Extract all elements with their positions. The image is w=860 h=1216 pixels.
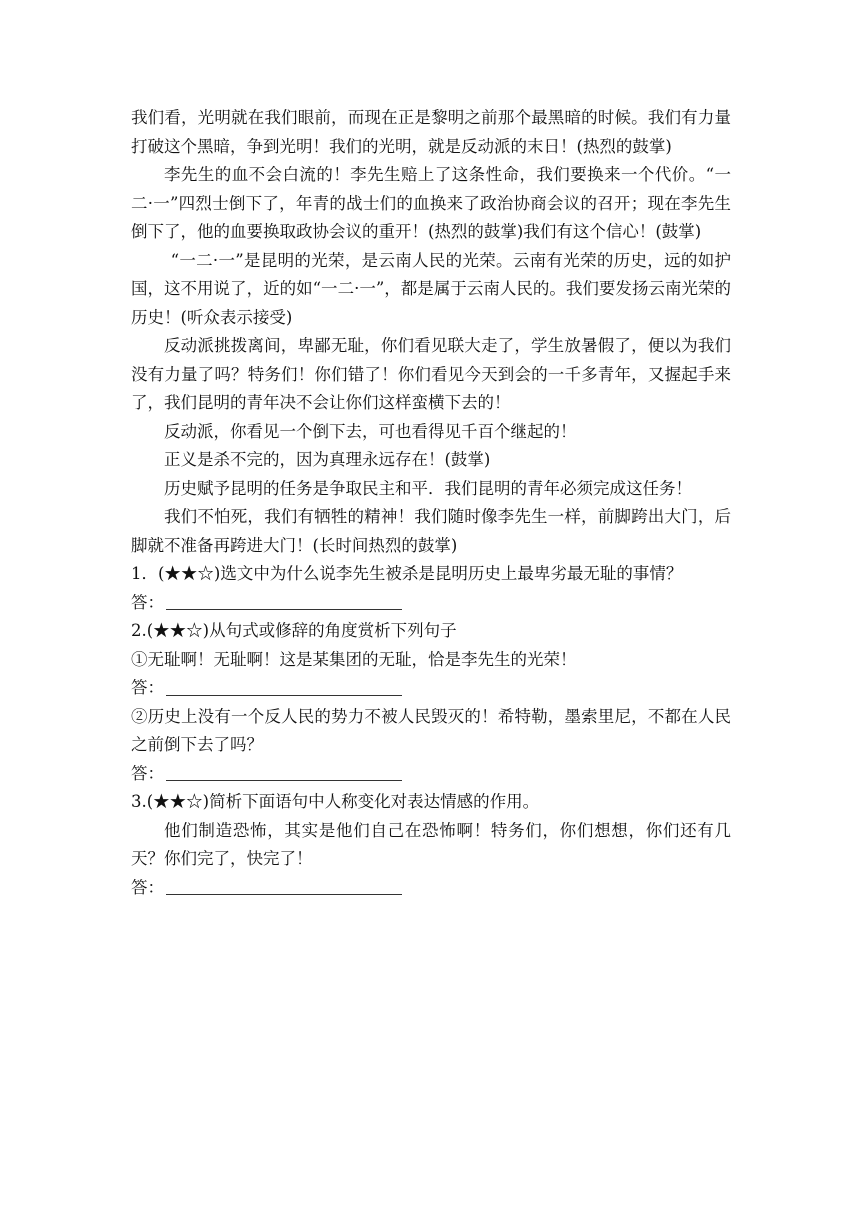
paragraph: “一二·一”是昆明的光荣，是云南人民的光荣。云南有光荣的历史，远的如护国，这不用说了，近的如“一二·一”，都是属于云南人民的。我们要发扬云南光荣的历史！(听众表示接受) xyxy=(131,250,731,327)
answer-line-2-2 xyxy=(131,760,731,789)
answer-label: 答： xyxy=(131,592,164,612)
question-3 xyxy=(131,788,731,902)
question-1 xyxy=(131,560,731,617)
question-3-prompt: 3.(★★☆)简析下面语句中人称变化对表达情感的作用。 xyxy=(131,792,540,811)
answer-blank-3[interactable] xyxy=(166,893,402,895)
question-2-prompt: 2.(★★☆)从句式或修辞的角度赏析下列句子 xyxy=(131,621,457,640)
question-3-quote: 他们制造恐怖，其实是他们自己在恐怖啊！特务们，你们想想，你们还有几天？你们完了，快完了！ xyxy=(131,820,731,868)
answer-label: 答： xyxy=(131,678,164,697)
speech-excerpt xyxy=(131,104,731,560)
question-1-prompt: 1．(★★☆)选文中为什么说李先生被杀是昆明历史上最卑劣最无耻的事情？ xyxy=(131,564,683,583)
paragraph: 我们不怕死，我们有牺牲的精神！我们随时像李先生一样，前脚跨出大门，后脚就不准备再跨进大门！(长时间热烈的鼓掌) xyxy=(131,507,731,555)
answer-label: 答： xyxy=(131,763,164,783)
question-2 xyxy=(131,617,731,788)
question-2-sentence-2: ②历史上没有一个反人民的势力不被人民毁灭的！希特勒，墨索里尼，不都在人民之前倒下去了吗？ xyxy=(131,706,731,754)
paragraph: 反动派挑拨离间，卑鄙无耻，你们看见联大走了，学生放暑假了，便以为我们没有力量了吗？特务们！你们错了！你们看见今天到会的一千多青年，又握起手来了，我们昆明的青年决不会让你们这样蛮横下去的！ xyxy=(131,336,731,412)
document-page xyxy=(131,104,731,902)
paragraph: 历史赋予昆明的任务是争取民主和平．我们昆明的青年必须完成这任务！ xyxy=(164,478,692,498)
answer-blank-2-2[interactable] xyxy=(166,779,402,781)
answer-blank-2-1[interactable] xyxy=(166,694,402,696)
paragraph: 李先生的血不会白流的！李先生赔上了这条性命，我们要换来一个代价。“一二·一”四烈士倒下了，年青的战士们的血换来了政治协商会议的召开；现在李先生倒下了，他的血要换取政协会议的重开！(热烈的鼓掌)我们有这个信心！(鼓掌) xyxy=(131,165,731,241)
paragraph: 我们看，光明就在我们眼前，而现在正是黎明之前那个最黑暗的时候。我们有力量打破这个黑暗，争到光明！我们的光明，就是反动派的末日！(热烈的鼓掌) xyxy=(131,108,731,156)
answer-blank-1[interactable] xyxy=(166,608,402,610)
question-2-sentence-1: ①无耻啊！无耻啊！这是某集团的无耻，恰是李先生的光荣！ xyxy=(131,649,577,669)
paragraph: 正义是杀不完的，因为真理永远存在！(鼓掌) xyxy=(164,450,491,469)
answer-line-2-1 xyxy=(131,674,731,703)
answer-line-3 xyxy=(131,874,731,903)
answer-label: 答： xyxy=(131,877,164,897)
answer-line-1 xyxy=(131,589,731,618)
paragraph: 反动派，你看见一个倒下去，可也看得见千百个继起的！ xyxy=(164,421,577,441)
